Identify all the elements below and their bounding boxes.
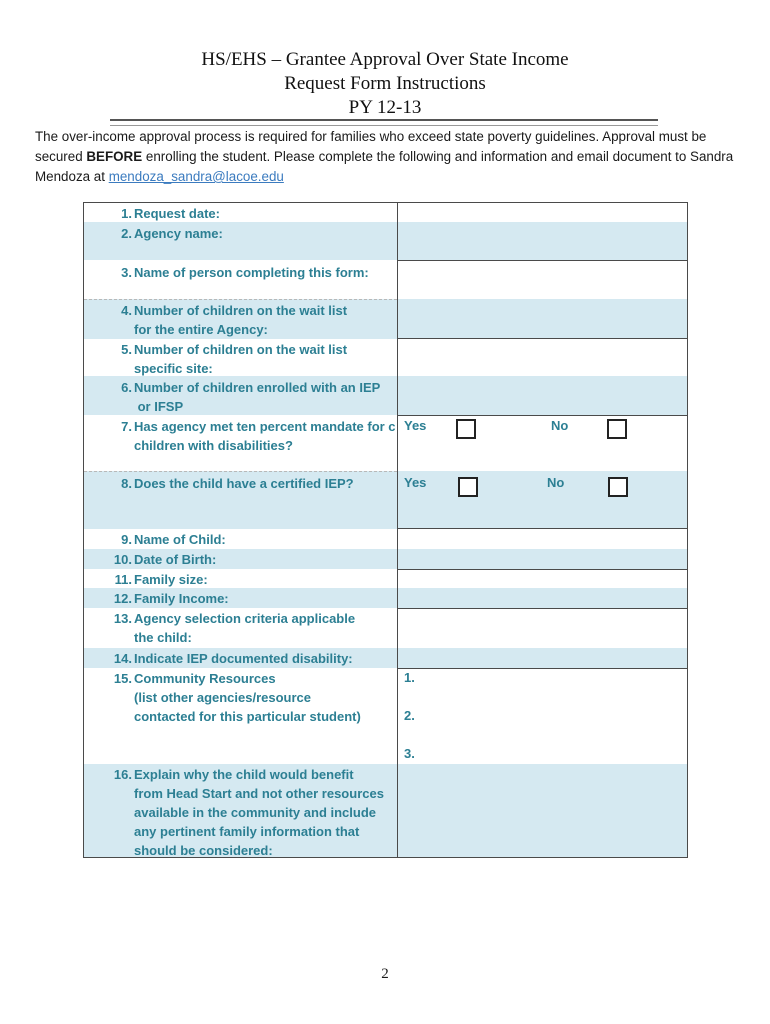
q16-line2: from Head Start and not other resources	[134, 786, 384, 801]
q13-num: 13.	[113, 611, 132, 626]
answer-explain-benefit[interactable]	[397, 764, 687, 857]
answer-ten-percent	[397, 415, 687, 472]
answer-request-date[interactable]	[397, 203, 687, 223]
q8-no-checkbox[interactable]	[608, 477, 628, 497]
q14-num: 14.	[113, 651, 132, 666]
answer-dob[interactable]	[397, 549, 687, 570]
q7-no-label: No	[551, 418, 569, 433]
answer-wait-list-agency[interactable]	[397, 299, 687, 339]
q8-certified-iep	[86, 474, 406, 493]
q5-line1: Number of children on the wait list	[134, 342, 348, 357]
intro-text-b: enrolling the student. Please complete the following and information and email document to Sandra Mendoza at	[35, 149, 734, 184]
q4-line1: Number of children on the wait list	[134, 303, 348, 318]
q6-line2: or IFSP	[134, 399, 184, 414]
title-line-2: Request Form Instructions	[284, 73, 486, 94]
q13-line2: the child:	[134, 630, 192, 645]
q8-num: 8.	[121, 476, 132, 491]
q6-num: 6.	[121, 380, 132, 395]
title-line-3: PY 12-13	[348, 97, 422, 118]
q7-yes-label: Yes	[404, 418, 427, 433]
resource-1-label: 1.	[404, 670, 415, 685]
q4-line2: for the entire Agency:	[134, 322, 268, 337]
title-line-1: HS/EHS – Grantee Approval Over State Income	[201, 49, 569, 70]
q7-yes-checkbox[interactable]	[456, 419, 476, 439]
q9-label: Name of Child:	[134, 532, 226, 547]
answer-iep-enrolled[interactable]	[397, 376, 687, 416]
q12-family-income	[86, 589, 406, 608]
q11-label: Family size:	[134, 572, 208, 587]
intro-text-bold: BEFORE	[86, 149, 143, 164]
q3-person-completing	[86, 263, 406, 282]
q13-selection-criteria	[86, 609, 406, 647]
request-form-table	[83, 202, 688, 858]
q3-num: 3.	[121, 265, 132, 280]
q9-child-name	[86, 530, 406, 549]
answer-child-name[interactable]	[397, 528, 687, 550]
q8-yes-label: Yes	[404, 475, 427, 490]
answer-family-income[interactable]	[397, 588, 687, 609]
answer-agency-name[interactable]	[397, 222, 687, 261]
q12-num: 12.	[113, 591, 132, 606]
q8-no-label: No	[547, 475, 565, 490]
q16-line3: available in the community and include	[134, 805, 376, 820]
page-number: 2	[381, 966, 389, 982]
q1-num: 1.	[121, 206, 132, 221]
q12-label: Family Income:	[134, 591, 229, 606]
q15-community-resources	[86, 669, 406, 726]
q16-line5: should be considered:	[134, 843, 273, 858]
answer-wait-list-site[interactable]	[397, 338, 687, 377]
q4-wait-list-agency	[86, 301, 406, 339]
email-link[interactable]: mendoza_sandra@lacoe.edu	[108, 169, 284, 184]
resource-2-label: 2.	[404, 708, 415, 723]
q5-num: 5.	[121, 342, 132, 357]
q14-label: Indicate IEP documented disability:	[134, 651, 353, 666]
q16-num: 16.	[113, 767, 132, 782]
q5-wait-list-site	[86, 340, 406, 378]
q13-line1: Agency selection criteria applicable	[134, 611, 356, 626]
q9-num: 9.	[121, 532, 132, 547]
q15-line3: contacted for this particular student)	[134, 709, 361, 724]
intro-text-a: The over-income approval process is required for families who exceed state poverty guidelines. Approval must be secured	[35, 129, 707, 164]
q2-label: Agency name:	[134, 226, 223, 241]
q7-line2: children with disabilities?	[134, 438, 293, 453]
answer-selection-criteria[interactable]	[397, 608, 687, 649]
q7-line1: Has agency met ten percent mandate for c	[134, 419, 396, 434]
q10-dob	[86, 550, 406, 569]
q2-agency-name	[86, 224, 406, 243]
q1-label: Request date:	[134, 206, 220, 221]
answer-person-name[interactable]	[397, 260, 687, 300]
q7-no-checkbox[interactable]	[607, 419, 627, 439]
q16-explain-benefit	[86, 765, 406, 860]
q7-num: 7.	[121, 419, 132, 434]
q15-line2: (list other agencies/resource	[134, 690, 312, 705]
title-divider	[110, 119, 658, 126]
resource-3-label: 3.	[404, 746, 415, 761]
q16-line1: Explain why the child would benefit	[134, 767, 354, 782]
q11-family-size	[86, 570, 406, 589]
q15-line1: Community Resources	[134, 671, 276, 686]
q14-iep-disability	[86, 649, 406, 668]
q8-yes-checkbox[interactable]	[458, 477, 478, 497]
answer-certified-iep	[397, 471, 687, 529]
q6-iep-enrolled	[86, 378, 406, 416]
q15-num: 15.	[113, 671, 132, 686]
answer-community-resources[interactable]	[397, 668, 687, 765]
intro-paragraph	[35, 127, 735, 187]
q7-ten-percent	[86, 417, 397, 455]
q10-label: Date of Birth:	[134, 552, 217, 567]
q4-num: 4.	[121, 303, 132, 318]
q8-label: Does the child have a certified IEP?	[134, 476, 354, 491]
answer-iep-disability[interactable]	[397, 648, 687, 669]
q5-line2: specific site:	[134, 361, 213, 376]
q10-num: 10.	[113, 552, 132, 567]
q6-line1: Number of children enrolled with an IEP	[134, 380, 381, 395]
answer-family-size[interactable]	[397, 569, 687, 589]
q3-label: Name of person completing this form:	[134, 265, 369, 280]
q2-num: 2.	[121, 226, 132, 241]
q16-line4: any pertinent family information that	[134, 824, 360, 839]
q1-request-date	[86, 204, 406, 223]
q11-num: 11.	[114, 572, 132, 587]
